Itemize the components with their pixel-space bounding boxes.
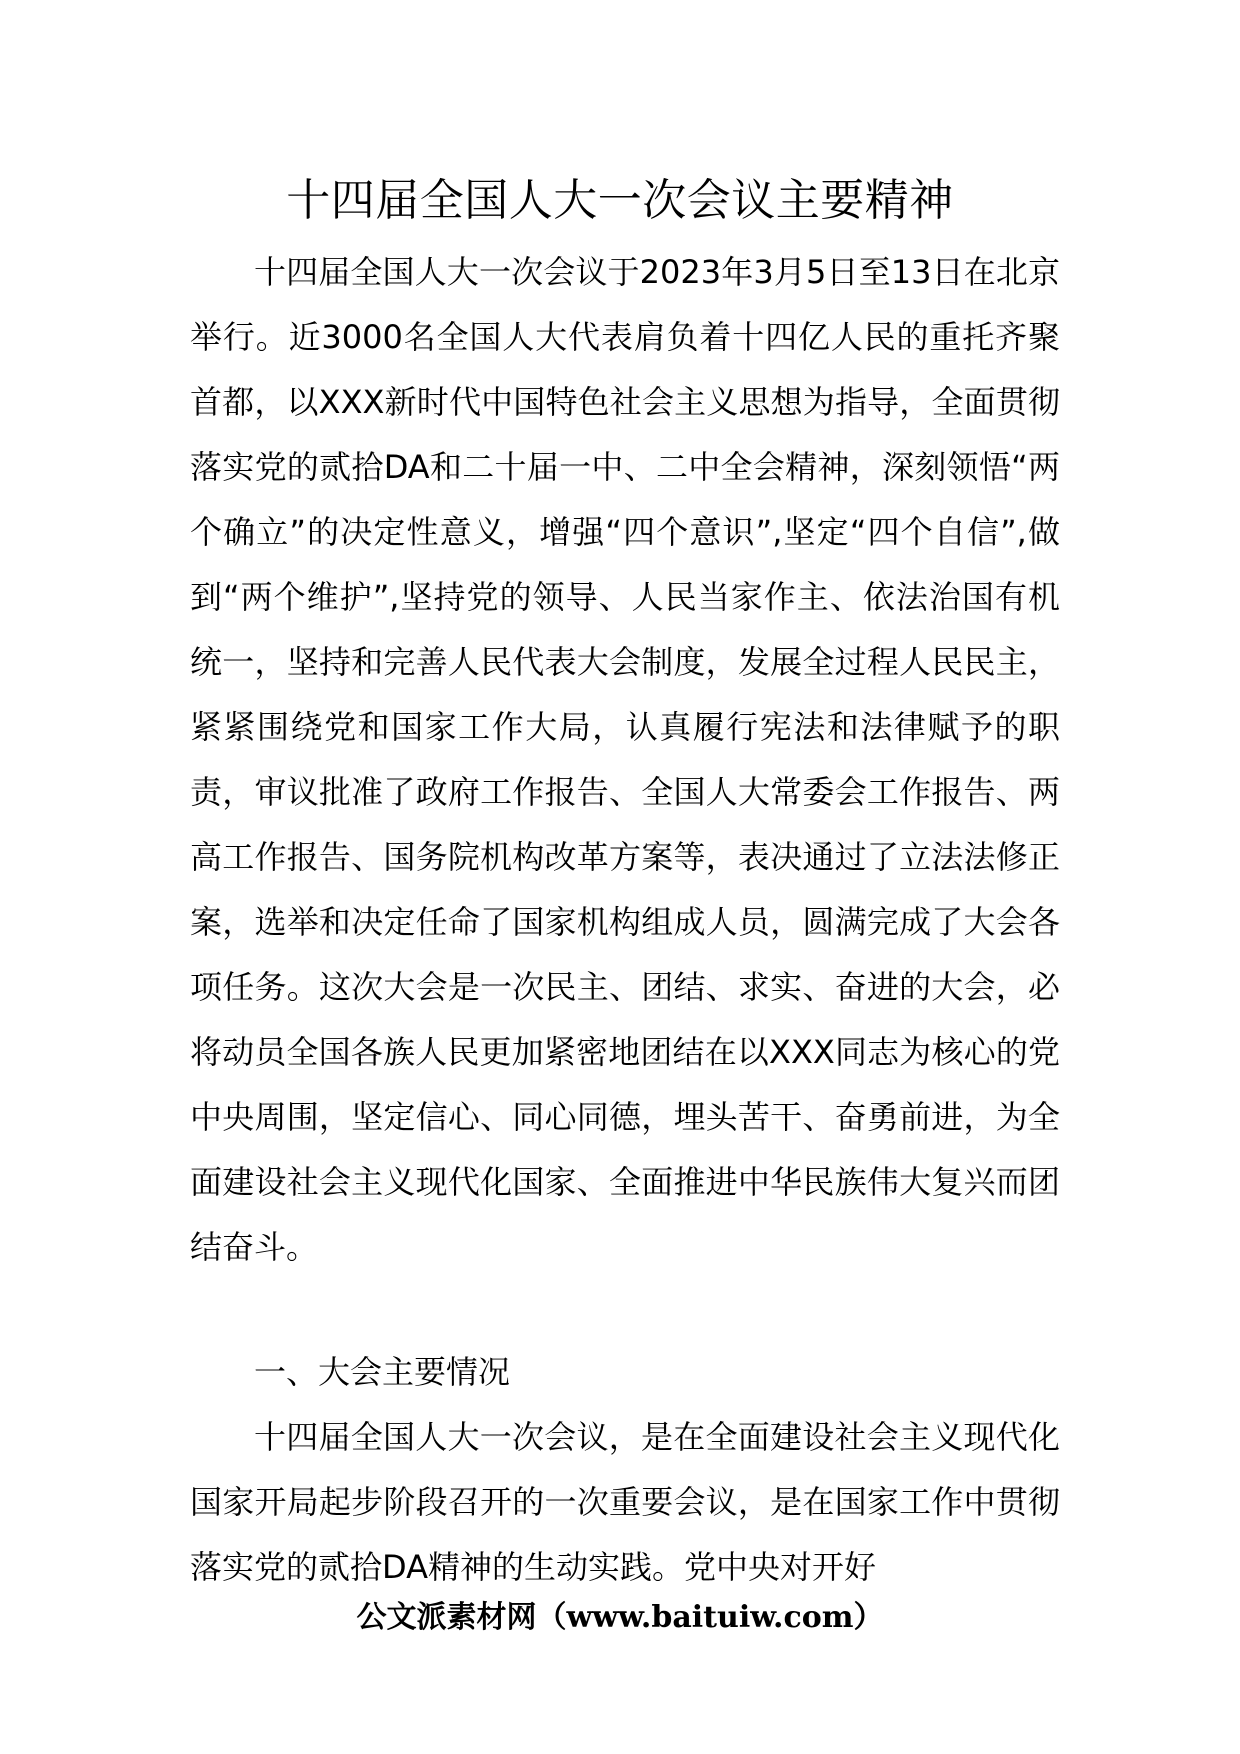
body-paragraph-2: 十四届全国人大一次会议，是在全面建设社会主义现代化国家开局起步阶段召开的一次重要会议，是在国家工作中贯彻落实党的贰拾DA精神的生动实践。党中央对开好 [190, 1418, 1060, 1586]
document-title: 十四届全国人大一次会议主要精神 [286, 175, 954, 226]
section-heading: 一、大会主要情况 [254, 1353, 511, 1391]
footer-watermark: 公文派素材网（www.baituiw.com） [356, 1600, 884, 1635]
body-paragraph-1: 十四届全国人大一次会议于2023年3月5日至13日在北京举行。近3000名全国人大代表肩负着十四亿人民的重托齐聚首都，以XXX新时代中国特色社会主义思想为指导，全面贯彻落实党的贰拾DA和二十届一中、二中全会精神，深刻领悟“两个确立”的决定性意义，增强“四个意识”,坚定“四个自信”,做到“两个维护”,坚持党的领导、人民当家作主、依法治国有机统一，坚持和完善人民代表大会制度，发展全过程人民民主，紧紧围绕党和国家工作大局，认真履行宪法和法律赋予的职责，审议批准了政府工作报告、全国人大常委会工作报告、两高工作报告、国务院机构改革方案等，表决通过了立法法修正案，选举和决定任命了国家机构组成人员，圆满完成了大会各项任务。这次大会是一次民主、团结、求实、奋进的大会，必将动员全国各族人民更加紧密地团结在以XXX同志为核心的党中央周围，坚定信心、同心同德，埋头苦干、奋勇前进，为全面建设社会主义现代化国家、全面推进中华民族伟大复兴而团结奋斗。 [190, 253, 1060, 1266]
